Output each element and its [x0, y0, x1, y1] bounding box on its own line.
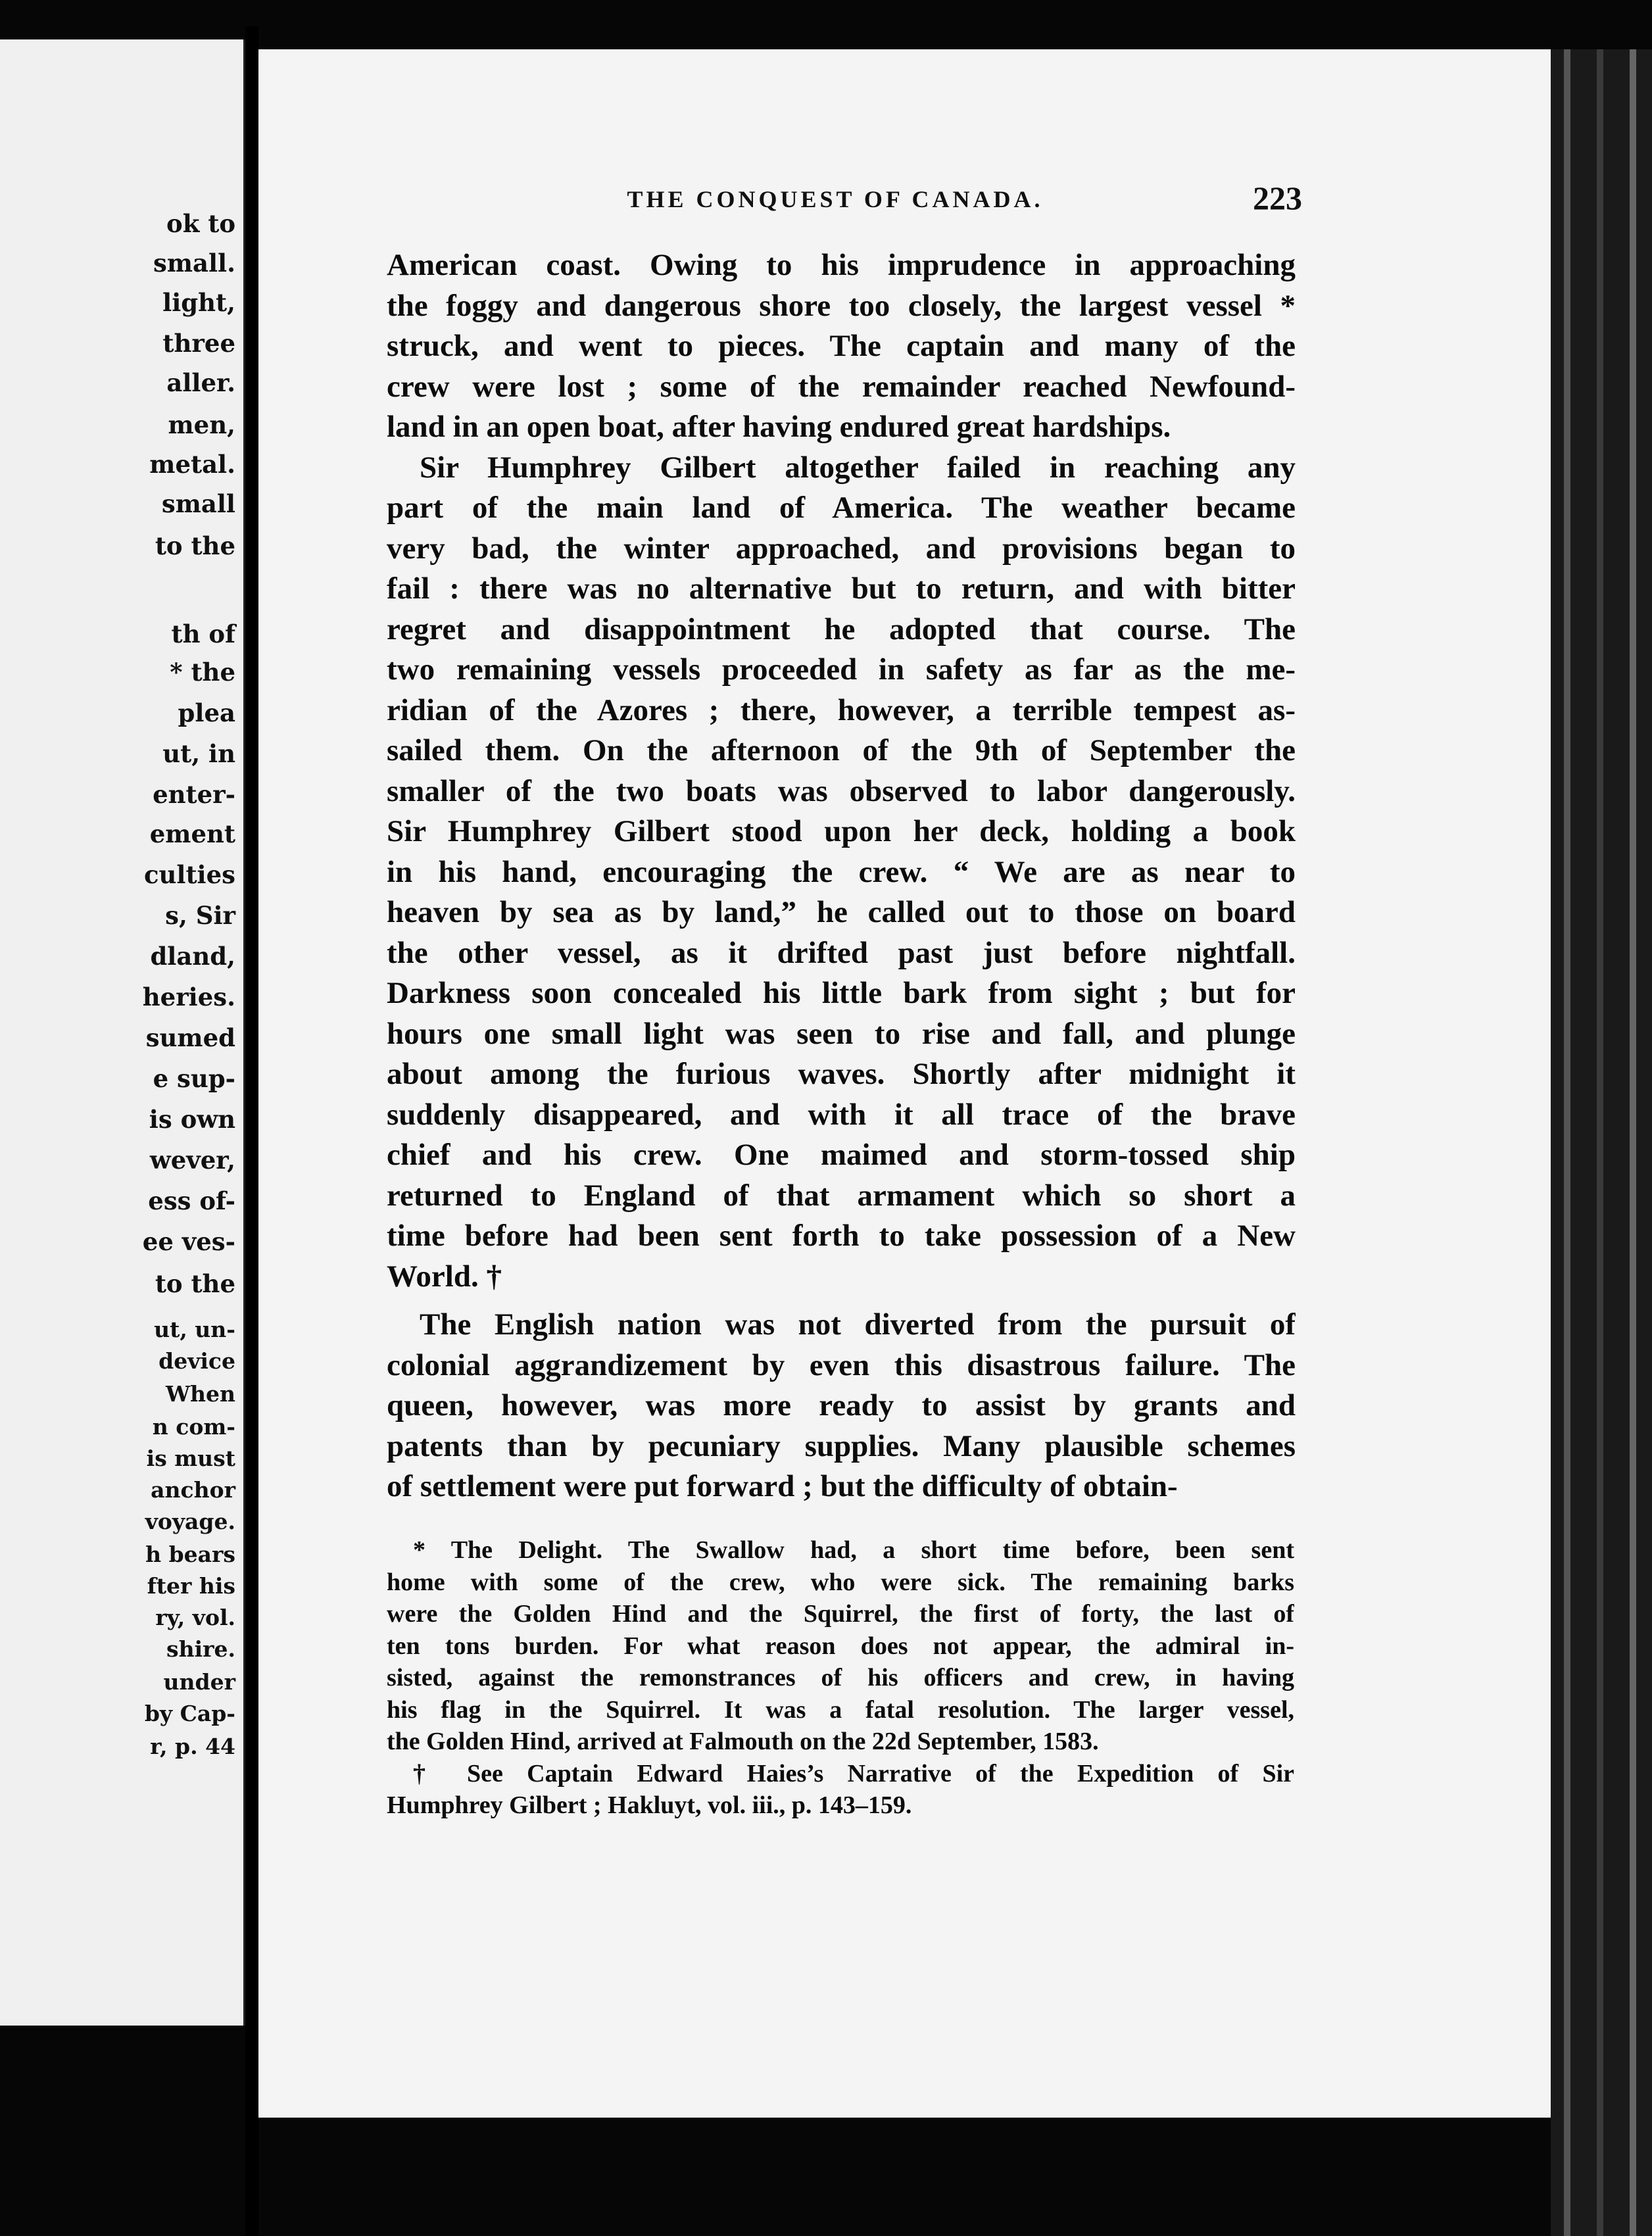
text-line: in his hand, encouraging the crew. “ We are as near to [387, 855, 1296, 889]
facing-page-line: s, Sir [165, 901, 235, 930]
facing-page-line: heries. [142, 983, 235, 1011]
text-line: The English nation was not diverted from the pursuit of [420, 1307, 1296, 1342]
page-edge-shadow [1551, 49, 1652, 2236]
facing-page-line: e sup- [153, 1064, 235, 1093]
text-line: part of the main land of America. The weather became [387, 491, 1296, 525]
text-line: Darkness soon concealed his little bark from sight ; but for [387, 976, 1296, 1010]
facing-page-line: is own [149, 1105, 235, 1134]
text-line: World. † [387, 1259, 502, 1294]
facing-page-line: aller. [166, 368, 235, 397]
text-line: two remaining vessels proceeded in safety as far as the me- [387, 652, 1296, 687]
facing-page-line: culties [143, 860, 235, 889]
facing-page-line: ement [149, 819, 235, 848]
facing-page-line: is must [146, 1446, 235, 1471]
text-line: the foggy and dangerous shore too closely, the largest vessel * [387, 289, 1296, 323]
footnote-line: ten tons burden. For what reason does not appear, the admiral in- [387, 1632, 1294, 1660]
facing-page-line: plea [178, 698, 235, 727]
facing-page-line: h bears [145, 1542, 235, 1567]
text-line: ridian of the Azores ; there, however, a terrible tempest as- [387, 693, 1296, 727]
facing-page-line: three [162, 329, 235, 358]
text-line: suddenly disappeared, and with it all trace of the brave [387, 1098, 1296, 1132]
facing-page-line: ok to [166, 209, 235, 238]
text-line: queen, however, was more ready to assist by grants and [387, 1388, 1296, 1422]
facing-page-line: small [161, 489, 235, 518]
text-line: struck, and went to pieces. The captain and many of the [387, 329, 1296, 363]
text-line: Sir Humphrey Gilbert stood upon her deck, holding a book [387, 814, 1296, 848]
text-line: very bad, the winter approached, and provisions began to [387, 531, 1296, 566]
facing-page-line: to the [155, 531, 235, 560]
text-line: colonial aggrandizement by even this disastrous failure. The [387, 1348, 1296, 1382]
facing-page-line: th of [171, 620, 235, 648]
facing-page-line: men, [168, 410, 235, 439]
facing-page-line: light, [162, 288, 235, 317]
facing-page-line: sumed [145, 1023, 235, 1052]
facing-page-line: metal. [149, 450, 235, 479]
facing-page-line: wever, [149, 1146, 235, 1175]
book-gutter [245, 26, 258, 2236]
facing-page-line: ee ves- [142, 1227, 235, 1256]
text-line: sailed them. On the afternoon of the 9th of September the [387, 733, 1296, 767]
footnote-line: the Golden Hind, arrived at Falmouth on the 22d September, 1583. [387, 1728, 1099, 1755]
facing-page-fragment [0, 39, 245, 2026]
footnote-line: * The Delight. The Swallow had, a short time before, been sent [413, 1536, 1294, 1564]
facing-page-line: small. [153, 249, 235, 278]
text-line: land in an open boat, after having endured great hardships. [387, 410, 1171, 444]
facing-page-line: When [165, 1381, 235, 1407]
facing-page-line: ut, in [162, 739, 235, 768]
page-number: 223 [1253, 180, 1302, 216]
facing-page-line: r, p. 44 [150, 1734, 235, 1759]
text-line: crew were lost ; some of the remainder reached Newfound- [387, 370, 1296, 404]
facing-page-line: ry, vol. [155, 1605, 235, 1630]
facing-page-line: dland, [150, 942, 235, 971]
facing-page-line: fter his [147, 1573, 235, 1599]
footnote-line: sisted, against the remonstrances of his officers and crew, in having [387, 1664, 1294, 1691]
facing-page-line: under [163, 1669, 235, 1695]
facing-page-line: ess of- [148, 1186, 235, 1215]
footnote-line: his flag in the Squirrel. It was a fatal resolution. The larger vessel, [387, 1696, 1294, 1724]
facing-page-line: voyage. [145, 1509, 235, 1534]
footnote-line: were the Golden Hind and the Squirrel, the first of forty, the last of [387, 1600, 1294, 1628]
text-line: smaller of the two boats was observed to labor dangerously. [387, 774, 1296, 808]
text-line: hours one small light was seen to rise and fall, and plunge [387, 1017, 1296, 1051]
text-line: heaven by sea as by land,” he called out to those on board [387, 895, 1296, 929]
facing-page-line: to the [155, 1269, 235, 1298]
running-head: THE CONQUEST OF CANADA. [627, 186, 1044, 212]
text-line: returned to England of that armament which so short a [387, 1179, 1296, 1213]
footnote-line: † See Captain Edward Haies’s Narrative of the Expedition of Sir [413, 1760, 1294, 1787]
text-line: time before had been sent forth to take possession of a New [387, 1219, 1296, 1253]
facing-page-line: n com- [152, 1414, 235, 1440]
text-line: about among the furious waves. Shortly after midnight it [387, 1057, 1296, 1091]
text-line: fail : there was no alternative but to return, and with bitter [387, 571, 1296, 606]
text-line: American coast. Owing to his imprudence in approaching [387, 248, 1296, 282]
facing-page-line: anchor [151, 1477, 235, 1503]
facing-page-line: device [158, 1348, 235, 1374]
text-line: Sir Humphrey Gilbert altogether failed in reaching any [420, 450, 1296, 485]
facing-page-line: enter- [153, 780, 235, 809]
facing-page-line: by Cap- [144, 1701, 235, 1726]
text-line: chief and his crew. One maimed and storm-tossed ship [387, 1138, 1296, 1172]
text-line: the other vessel, as it drifted past just before nightfall. [387, 936, 1296, 970]
footnote-line: Humphrey Gilbert ; Hakluyt, vol. iii., p. 143–159. [387, 1791, 912, 1819]
footnote-line: home with some of the crew, who were sick. The remaining barks [387, 1568, 1294, 1596]
text-line: regret and disappointment he adopted that course. The [387, 612, 1296, 646]
text-line: of settlement were put forward ; but the difficulty of obtain- [387, 1469, 1178, 1503]
facing-page-line: * the [170, 658, 235, 687]
facing-page-line: ut, un- [154, 1317, 235, 1342]
facing-page-line: shire. [166, 1636, 235, 1662]
text-line: patents than by pecuniary supplies. Many plausible schemes [387, 1429, 1296, 1463]
